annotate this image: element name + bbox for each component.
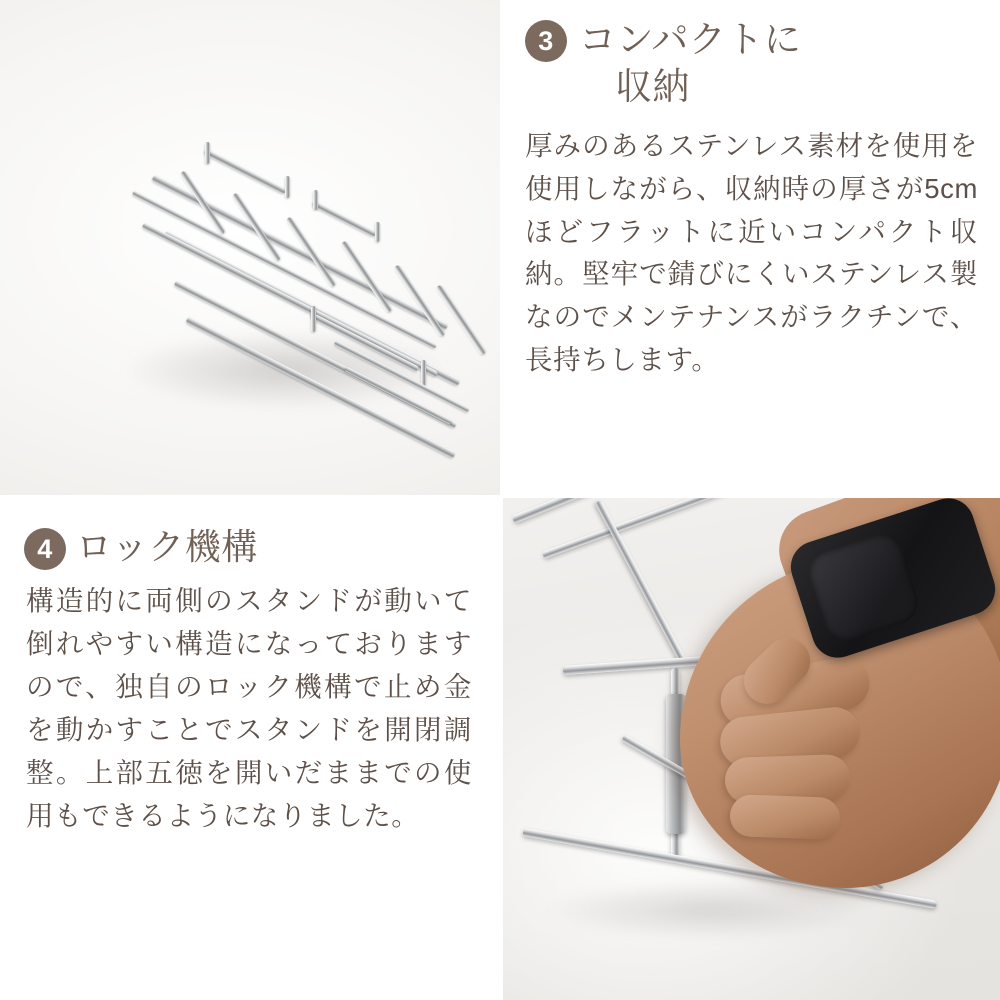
lock-mechanism-heading-text: ロック機構	[76, 526, 258, 567]
compact-storage-panel	[503, 0, 1000, 495]
compact-storage-heading-line1: コンパクトに	[579, 19, 802, 60]
section-number-badge: 4	[24, 528, 66, 570]
lock-mechanism-body: 構造的に両側のスタンドが動いて倒れやすい構造になっておりますので、独自のロック機構で止め金を動かすことでスタンドを開閉調整。上部五徳を開いだままでの使用もできるようになりました。	[26, 585, 472, 831]
compact-storage-heading-text	[577, 16, 801, 111]
compact-storage-heading	[525, 16, 978, 111]
folded-rack-photo	[0, 0, 500, 495]
lock-mechanism-heading	[24, 524, 472, 570]
hand-lock-photo	[503, 498, 1000, 1000]
folded-rack-image	[0, 0, 500, 495]
compact-storage-body: 厚みのあるステンレス素材を使用を使用しながら、収納時の厚さが5cmほどフラットに近いコンパクト収納。堅牢で錆びにくいステンレス製なのでメンテナンスがラクチンで、長持ちします。	[525, 129, 978, 376]
section-number-badge: 3	[525, 20, 567, 62]
hand-lock-image	[503, 498, 1000, 1000]
little-finger	[729, 794, 840, 840]
lock-mechanism-panel	[0, 498, 500, 1000]
watch-face	[804, 529, 924, 646]
rack-wireframe	[135, 130, 500, 420]
compact-storage-heading-line2: 収納	[615, 66, 690, 108]
